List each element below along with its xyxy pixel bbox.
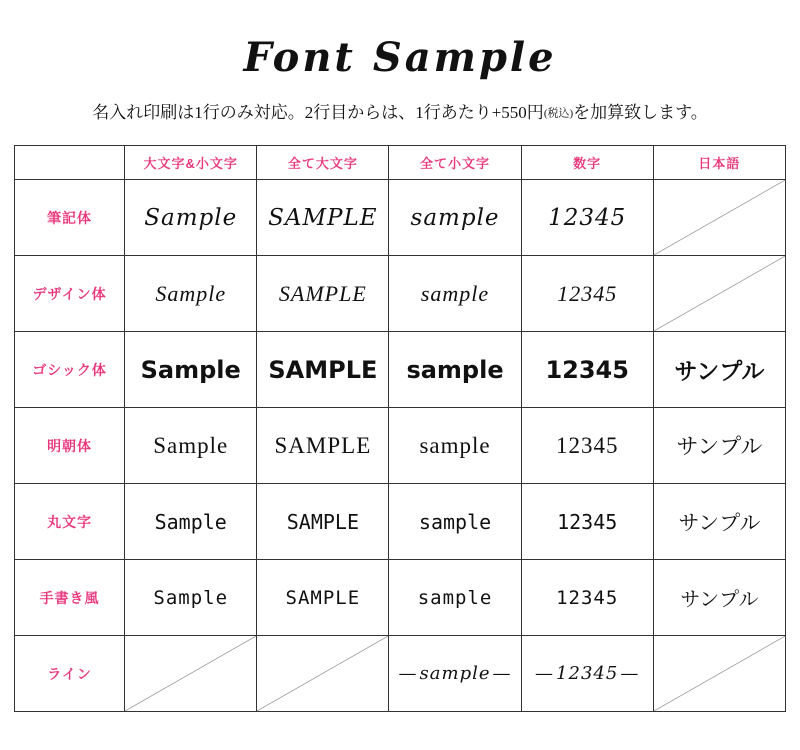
cell-maru-upper: SAMPLE xyxy=(257,484,389,560)
cell-maru-numbers: 12345 xyxy=(521,484,653,560)
cell-maru-mixed: Sample xyxy=(125,484,257,560)
cell-handwritten-japanese: サンプル xyxy=(653,560,785,636)
cell-mincho-upper: SAMPLE xyxy=(257,408,389,484)
column-header-uppercase: 全て大文字 xyxy=(257,146,389,180)
cell-line-numbers xyxy=(521,636,653,712)
table-row xyxy=(15,484,786,560)
cell-maru-lower: sample xyxy=(389,484,521,560)
table-corner-cell xyxy=(15,146,125,180)
diagonal-slash-icon xyxy=(257,636,388,711)
column-header-numbers: 数字 xyxy=(521,146,653,180)
cell-line-lower xyxy=(389,636,521,712)
cell-gothic-mixed: Sample xyxy=(125,332,257,408)
cell-script-numbers: 12345 xyxy=(521,180,653,256)
table-row xyxy=(15,636,786,712)
column-header-lowercase: 全て小文字 xyxy=(389,146,521,180)
row-label-mincho: 明朝体 xyxy=(15,408,125,484)
cell-line-lower-text: — sample — xyxy=(399,663,512,684)
page-title: Font Sample xyxy=(243,34,557,81)
cell-mincho-lower: sample xyxy=(389,408,521,484)
table-header-row xyxy=(15,146,786,180)
cell-line-numbers-text: — 12345 — xyxy=(535,663,639,684)
font-sample-table-wrapper xyxy=(14,145,786,712)
cell-mincho-numbers: 12345 xyxy=(521,408,653,484)
cell-gothic-upper: SAMPLE xyxy=(257,332,389,408)
diagonal-slash-icon xyxy=(654,636,785,711)
page-note xyxy=(0,98,800,123)
row-label-handwritten: 手書き風 xyxy=(15,560,125,636)
note-small: (税込) xyxy=(543,107,574,120)
column-header-japanese: 日本語 xyxy=(653,146,785,180)
row-label-gothic: ゴシック体 xyxy=(15,332,125,408)
cell-handwritten-lower: sample xyxy=(389,560,521,636)
cell-script-lower: sample xyxy=(389,180,521,256)
table-row xyxy=(15,332,786,408)
cell-gothic-japanese: サンプル xyxy=(653,332,785,408)
cell-script-mixed: Sample xyxy=(125,180,257,256)
cell-mincho-japanese: サンプル xyxy=(653,408,785,484)
cell-line-japanese-unavailable xyxy=(653,636,785,712)
cell-gothic-numbers: 12345 xyxy=(521,332,653,408)
row-label-line: ライン xyxy=(15,636,125,712)
note-prefix: 名入れ印刷は1行のみ対応。2行目からは、1行あたり+550円 xyxy=(92,103,544,122)
note-suffix: を加算致します。 xyxy=(573,103,708,122)
cell-line-mixed-unavailable xyxy=(125,636,257,712)
diagonal-slash-icon xyxy=(654,256,785,331)
diagonal-slash-icon xyxy=(125,636,256,711)
cell-design-numbers: 12345 xyxy=(521,256,653,332)
cell-maru-japanese: サンプル xyxy=(653,484,785,560)
row-label-script: 筆記体 xyxy=(15,180,125,256)
cell-script-japanese-unavailable xyxy=(653,180,785,256)
table-row xyxy=(15,408,786,484)
cell-script-upper: SAMPLE xyxy=(257,180,389,256)
font-sample-table xyxy=(14,145,786,712)
table-row xyxy=(15,180,786,256)
cell-handwritten-mixed: Sample xyxy=(125,560,257,636)
cell-gothic-lower: sample xyxy=(389,332,521,408)
table-row xyxy=(15,256,786,332)
column-header-mixed-case: 大文字&小文字 xyxy=(125,146,257,180)
table-row xyxy=(15,560,786,636)
row-label-maru: 丸文字 xyxy=(15,484,125,560)
cell-handwritten-numbers: 12345 xyxy=(521,560,653,636)
row-label-design: デザイン体 xyxy=(15,256,125,332)
cell-line-upper-unavailable xyxy=(257,636,389,712)
cell-mincho-mixed: Sample xyxy=(125,408,257,484)
diagonal-slash-icon xyxy=(654,180,785,255)
cell-design-upper: SAMPLE xyxy=(257,256,389,332)
cell-design-mixed: Sample xyxy=(125,256,257,332)
cell-design-lower: sample xyxy=(389,256,521,332)
cell-handwritten-upper: SAMPLE xyxy=(257,560,389,636)
cell-design-japanese-unavailable xyxy=(653,256,785,332)
